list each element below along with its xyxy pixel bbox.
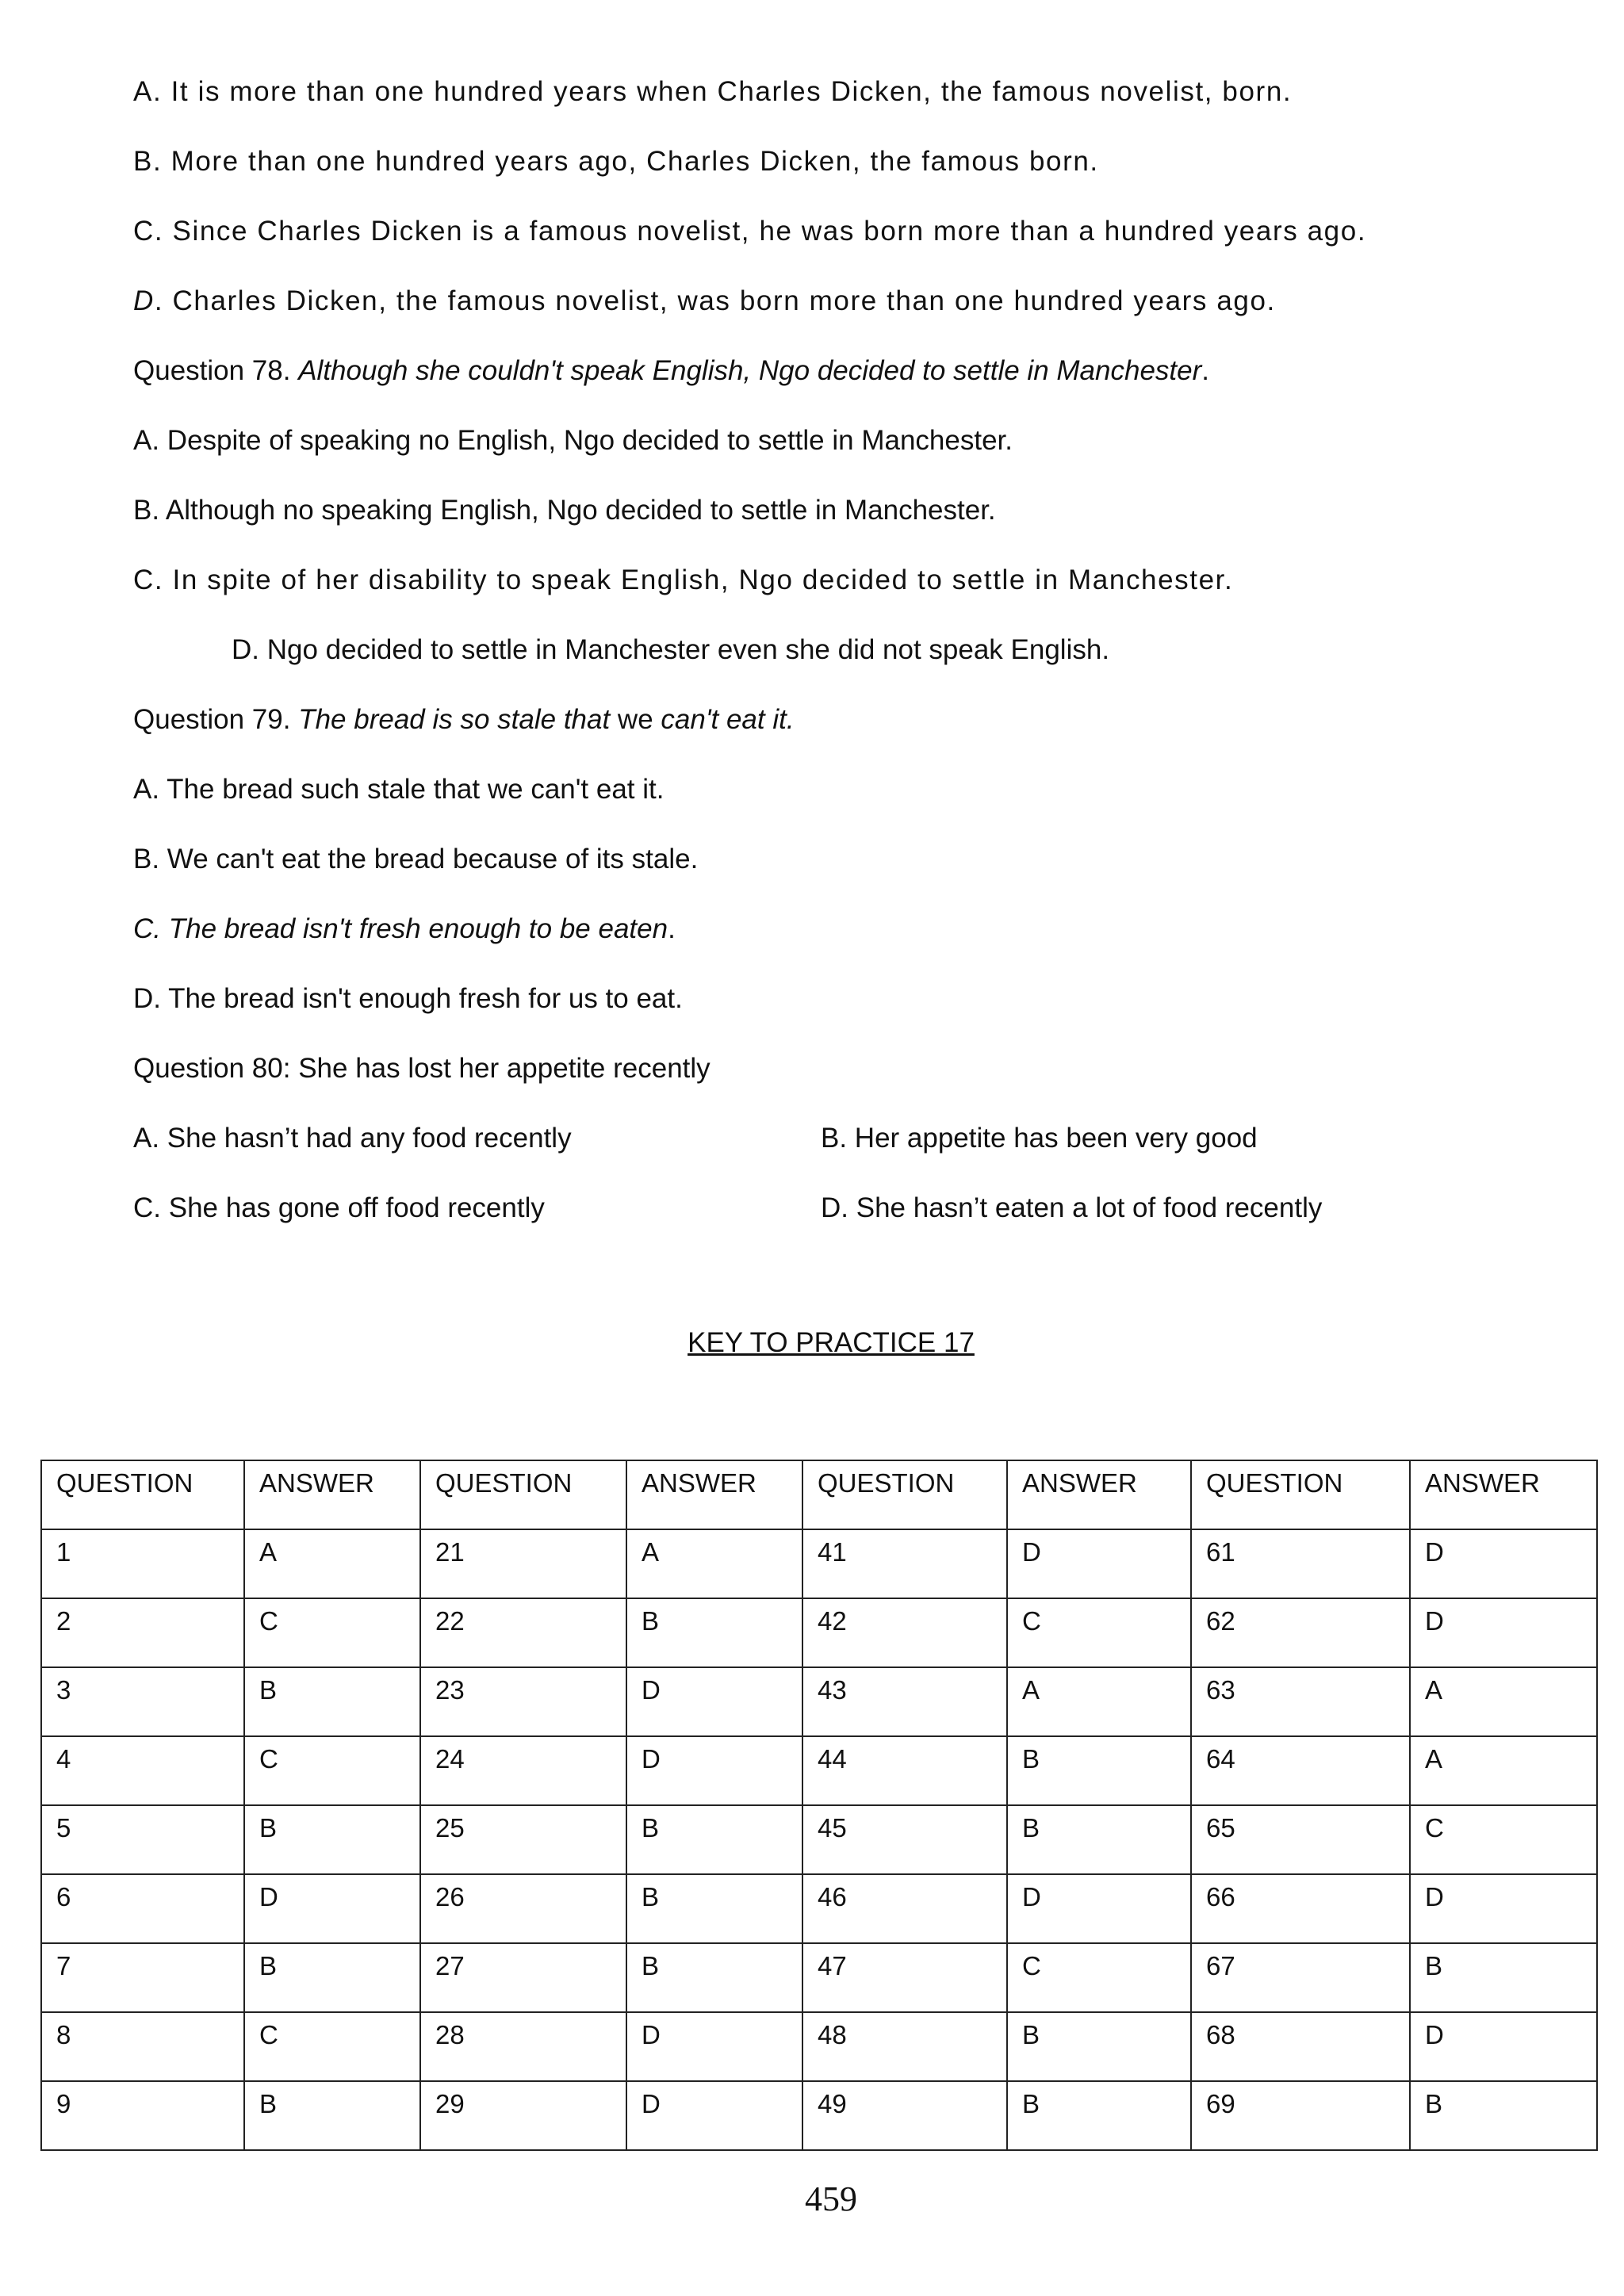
q78-option-b: B. Although no speaking English, Ngo decided to settle in Manchester.	[133, 495, 996, 526]
answer-cell: C	[244, 1598, 420, 1667]
column-header: ANSWER	[1410, 1460, 1597, 1529]
column-header: ANSWER	[244, 1460, 420, 1529]
question-number-cell: 24	[420, 1736, 626, 1805]
q78-option-c: C. In spite of her disability to speak English, Ngo decided to settle in Manchester.	[133, 564, 1234, 595]
question-number-cell: 5	[41, 1805, 244, 1874]
question-number-cell: 66	[1191, 1874, 1410, 1943]
q78-option-a: A. Despite of speaking no English, Ngo decided to settle in Manchester.	[133, 425, 1013, 456]
question-number-cell: 49	[802, 2081, 1007, 2150]
answer-cell: A	[244, 1529, 420, 1598]
question-number-cell: 48	[802, 2012, 1007, 2081]
question-number-cell: 28	[420, 2012, 626, 2081]
answer-cell: A	[1410, 1736, 1597, 1805]
question-number-cell: 29	[420, 2081, 626, 2150]
answer-cell: D	[626, 2081, 802, 2150]
table-row	[41, 1943, 1597, 2012]
question-number-cell: 45	[802, 1805, 1007, 1874]
question-number-cell: 43	[802, 1667, 1007, 1736]
q77-option-d	[133, 284, 1276, 319]
question-number-cell: 67	[1191, 1943, 1410, 2012]
question-number-cell: 47	[802, 1943, 1007, 2012]
q77-option-d-text: . Charles Dicken, the famous novelist, was born more than one hundred years ago.	[154, 285, 1276, 316]
q79-sentence-part1: The bread is so stale that	[298, 704, 611, 735]
column-header: QUESTION	[420, 1460, 626, 1529]
question-number-cell: 27	[420, 1943, 626, 2012]
question-number-cell: 4	[41, 1736, 244, 1805]
table-row	[41, 1736, 1597, 1805]
q79-prompt	[133, 702, 795, 737]
question-number-cell: 6	[41, 1874, 244, 1943]
q77-option-b: B. More than one hundred years ago, Charles Dicken, the famous born.	[133, 146, 1099, 177]
q77-option-c: C. Since Charles Dicken is a famous novelist, he was born more than a hundred years ago.	[133, 216, 1367, 247]
question-number-cell: 62	[1191, 1598, 1410, 1667]
question-number-cell: 69	[1191, 2081, 1410, 2150]
q79-sentence-part3: can't eat it.	[661, 704, 795, 735]
question-number-cell: 8	[41, 2012, 244, 2081]
answer-cell: C	[1410, 1805, 1597, 1874]
table-row	[41, 1874, 1597, 1943]
answer-cell: D	[1410, 1529, 1597, 1598]
answer-cell: B	[1410, 2081, 1597, 2150]
column-header: ANSWER	[1007, 1460, 1191, 1529]
answer-key-title: KEY TO PRACTICE 17	[688, 1327, 975, 1358]
answer-cell: C	[1007, 1943, 1191, 2012]
table-row	[41, 2012, 1597, 2081]
table-row	[41, 1805, 1597, 1874]
page-number: 459	[805, 2179, 857, 2218]
answer-cell: C	[244, 2012, 420, 2081]
question-number-cell: 41	[802, 1529, 1007, 1598]
question-number-cell: 25	[420, 1805, 626, 1874]
column-header: ANSWER	[626, 1460, 802, 1529]
question-number-cell: 68	[1191, 2012, 1410, 2081]
question-number-cell: 22	[420, 1598, 626, 1667]
table-row	[41, 2081, 1597, 2150]
q79-option-c-end: .	[668, 913, 676, 944]
table-row	[41, 1667, 1597, 1736]
answer-cell: B	[1007, 2012, 1191, 2081]
q79-option-a: A. The bread such stale that we can't eat it.	[133, 774, 665, 805]
question-number-cell: 65	[1191, 1805, 1410, 1874]
answer-cell: D	[626, 1736, 802, 1805]
question-number-cell: 23	[420, 1667, 626, 1736]
answer-cell: B	[244, 2081, 420, 2150]
question-number-cell: 21	[420, 1529, 626, 1598]
q80-option-d: D. She hasn’t eaten a lot of food recently	[821, 1192, 1323, 1223]
question-number-cell: 2	[41, 1598, 244, 1667]
q78-sentence: Although she couldn't speak English, Ngo decided to settle in Manchester	[298, 355, 1202, 386]
question-number-cell: 9	[41, 2081, 244, 2150]
q80-option-c: C. She has gone off food recently	[133, 1192, 545, 1223]
q77-option-a: A. It is more than one hundred years when Charles Dicken, the famous novelist, born.	[133, 76, 1293, 107]
question-number-cell: 1	[41, 1529, 244, 1598]
answer-cell: D	[1410, 1874, 1597, 1943]
q78-end: .	[1201, 355, 1209, 386]
answer-cell: B	[244, 1805, 420, 1874]
q80-option-b: B. Her appetite has been very good	[821, 1123, 1258, 1154]
question-number-cell: 42	[802, 1598, 1007, 1667]
answer-cell: C	[1007, 1598, 1191, 1667]
question-number-cell: 44	[802, 1736, 1007, 1805]
q80-option-a: A. She hasn’t had any food recently	[133, 1123, 572, 1154]
question-number-cell: 64	[1191, 1736, 1410, 1805]
q79-label: Question 79.	[133, 704, 299, 735]
answer-cell: A	[1007, 1667, 1191, 1736]
q79-option-b: B. We can't eat the bread because of its stale.	[133, 844, 699, 874]
answer-cell: A	[626, 1529, 802, 1598]
q78-prompt	[133, 354, 1209, 388]
answer-cell: D	[626, 1667, 802, 1736]
q80-prompt: Question 80: She has lost her appetite recently	[133, 1053, 710, 1084]
question-number-cell: 61	[1191, 1529, 1410, 1598]
question-number-cell: 63	[1191, 1667, 1410, 1736]
answer-cell: D	[244, 1874, 420, 1943]
question-number-cell: 46	[802, 1874, 1007, 1943]
answer-cell: D	[1410, 2012, 1597, 2081]
q79-option-d: D. The bread isn't enough fresh for us to eat.	[133, 983, 683, 1014]
q79-option-c	[133, 912, 676, 947]
answer-cell: B	[1007, 2081, 1191, 2150]
q79-option-c-text: C. The bread isn't fresh enough to be eaten	[133, 913, 668, 944]
answer-key-table	[40, 1460, 1598, 2151]
q78-option-d: D. Ngo decided to settle in Manchester even she did not speak English.	[232, 634, 1110, 665]
answer-cell: B	[1007, 1805, 1191, 1874]
question-number-cell: 7	[41, 1943, 244, 2012]
answer-cell: D	[1410, 1598, 1597, 1667]
column-header: QUESTION	[802, 1460, 1007, 1529]
question-number-cell: 3	[41, 1667, 244, 1736]
question-number-cell: 26	[420, 1874, 626, 1943]
q79-sentence-part2: we	[610, 704, 661, 735]
answer-cell: D	[1007, 1874, 1191, 1943]
answer-cell: A	[1410, 1667, 1597, 1736]
table-header-row	[41, 1460, 1597, 1529]
answer-cell: B	[1410, 1943, 1597, 2012]
answer-cell: B	[626, 1598, 802, 1667]
answer-cell: D	[1007, 1529, 1191, 1598]
answer-key-body	[41, 1460, 1597, 2150]
answer-cell: B	[244, 1943, 420, 2012]
answer-cell: D	[626, 2012, 802, 2081]
answer-cell: B	[626, 1874, 802, 1943]
answer-cell: B	[244, 1667, 420, 1736]
q78-label: Question 78.	[133, 355, 299, 386]
q77-option-d-letter: D	[133, 285, 155, 316]
table-row	[41, 1598, 1597, 1667]
answer-cell: B	[1007, 1736, 1191, 1805]
column-header: QUESTION	[41, 1460, 244, 1529]
table-row	[41, 1529, 1597, 1598]
answer-cell: C	[244, 1736, 420, 1805]
answer-cell: B	[626, 1943, 802, 2012]
answer-cell: B	[626, 1805, 802, 1874]
column-header: QUESTION	[1191, 1460, 1410, 1529]
